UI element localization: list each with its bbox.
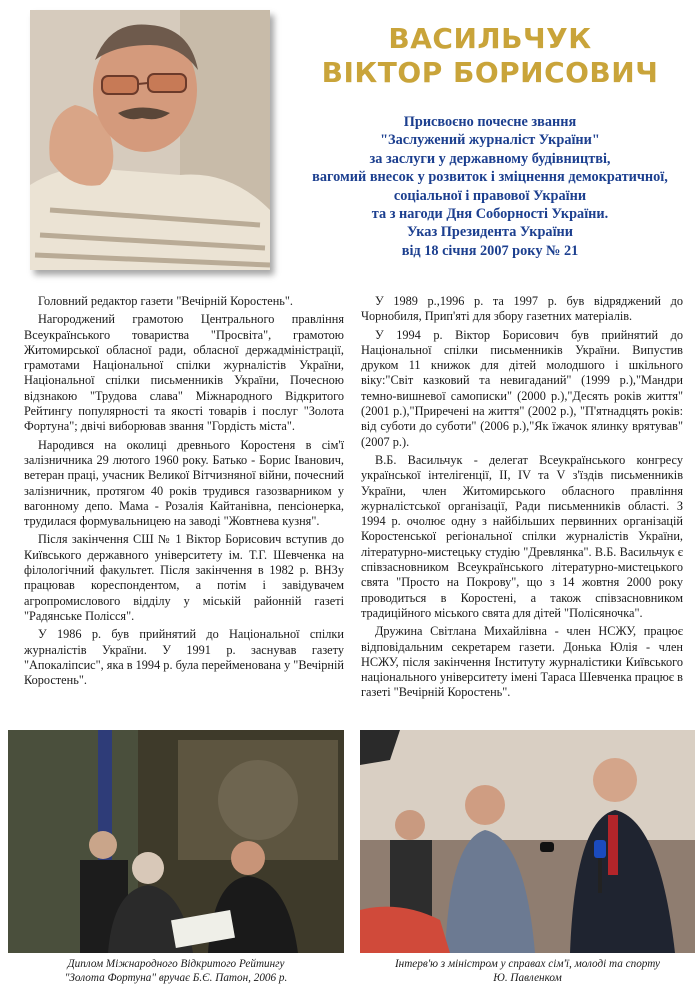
article-left-column [24, 294, 344, 691]
award-line: за заслуги у державному будівництві, [369, 150, 611, 167]
paragraph: Нагороджений грамотою Центрального правління Всеукраїнського товариства "Просвіта", грамотою Житомирської обласної ради, обласної держадміністрації, грамотами Національної спілки журналістів України, Національної спілки письменників України, Почесною відзнакою "Трудова слава" Міжнародного Відкритого Рейтингу популярності та якості товарів і послуг "Золота Фортуна"; двічі виборював звання "Гордість міста". [24, 312, 344, 434]
portrait-photo [30, 10, 270, 270]
caption-line: Ю. Павленком [493, 972, 562, 984]
caption-line: Диплом Міжнародного Відкритого Рейтингу [67, 958, 285, 970]
award-line: та з нагоди Дня Соборності України. [371, 206, 609, 223]
caption-line: Інтерв'ю з міністром у справах сім'ї, молоді та спорту [394, 958, 661, 970]
award-ceremony-photo [8, 730, 344, 953]
paragraph: В.Б. Васильчук - делегат Всеукраїнського конгресу української інтелігенції, ІІ, IV та V з'їздів письменників України, член Житомирського обласного правління журналістської організації, Ради письменників області. З 1994 р. очолює одну з найбільших первинних організацій Коростенської регіональної спілки журналістів України, літературно-мистецьку студію "Древлянка". В.Б. Васильчук є співзасновником Всеукраїнського літературно-мистецького свята "Просто на Покрову", що з 14 жовтня 2000 року проводиться в Коростені, а також співзасновником традиційного міського свята для дітей "Полісяночка". [361, 452, 683, 620]
given-names: ВІКТОР БОРИСОВИЧ [321, 56, 659, 89]
paragraph: У 1986 р. був прийнятий до Національної спілки журналістів України. У 1991 р. заснував газету "Апокаліпсис", яка в 1994 р. була перейменована у "Вечірній Коростень". [24, 627, 345, 688]
award-line: від 18 січня 2007 року № 21 [401, 242, 579, 259]
award-line: соціальної і правової України [393, 187, 587, 204]
award-line: Указ Президента України [406, 224, 574, 241]
award-line: Присвоєно почесне звання [403, 114, 577, 130]
paragraph: Після закінчення СШ № 1 Віктор Борисович вступив до Київського державного університету ім. Т.Г. Шевченка на філологічний факультет. Після закінчення в 1982 р. ВНЗу працював кореспондентом, а потім і завідувачем агропромислового відділу у міській районній газеті "Радянське Полісся". [24, 532, 344, 623]
photo-caption-ceremony [8, 957, 344, 985]
surname: ВАСИЛЬЧУК [388, 22, 592, 55]
award-line: "Заслужений журналіст України" [380, 132, 600, 149]
caption-line: "Золота Фортуна" вручає Б.Є. Патон, 2006 р. [64, 972, 288, 984]
person-name [300, 22, 680, 90]
paragraph: Дружина Світлана Михайлівна - член НСЖУ, працює відповідальним секретарем газети. Донька Юлія - член НСЖУ, після закінчення Інституту журналістики Київського національного університету імені Тараса Шевченка працює в газеті "Вечірній Коростень". [361, 624, 683, 700]
award-announcement [280, 113, 700, 260]
paragraph: У 1994 р. Віктор Борисович був прийнятий до Національної спілки письменників України. Випустив друком 11 книжок для дітей молодшого і шкільного віку:"Світ казковий та невигаданий" (1999 р.),"Мандри темно-вишневої самописки" (2000 р.),"Десять років життя" (2001 р.),"Приречені на життя" (2002 р.), "П'ятнадцять років: від суботи до суботи" (2006 р.),"Як їжачок ялинку врятував" (2007 р.). [361, 327, 683, 449]
article-right-column [361, 294, 683, 704]
interview-photo [360, 730, 695, 953]
paragraph: Головний редактор газети "Вечірній Коростень". [38, 294, 294, 308]
paragraph: Народився на околиці древнього Коростеня в сім'ї залізничника 29 лютого 1960 року. Батько - Борис Іванович, ветеран праці, учасник Великої Вітчизняної війни, почесний залізничник, протягом 40 років трудився газозварником у вагонному депо. Мама - Розалія Кайтанівна, пенсіонерка, трудилася формувальницею на заводі "Жовтнева кузня". [24, 437, 344, 529]
paragraph: У 1989 р.,1996 р. та 1997 р. був відряджений до Чорнобиля, Прип'яті для збору газетних матеріалів. [361, 294, 683, 324]
photo-caption-interview [360, 957, 695, 985]
award-line: вагомий внесок у розвиток і зміцнення демократичної, [312, 169, 668, 186]
